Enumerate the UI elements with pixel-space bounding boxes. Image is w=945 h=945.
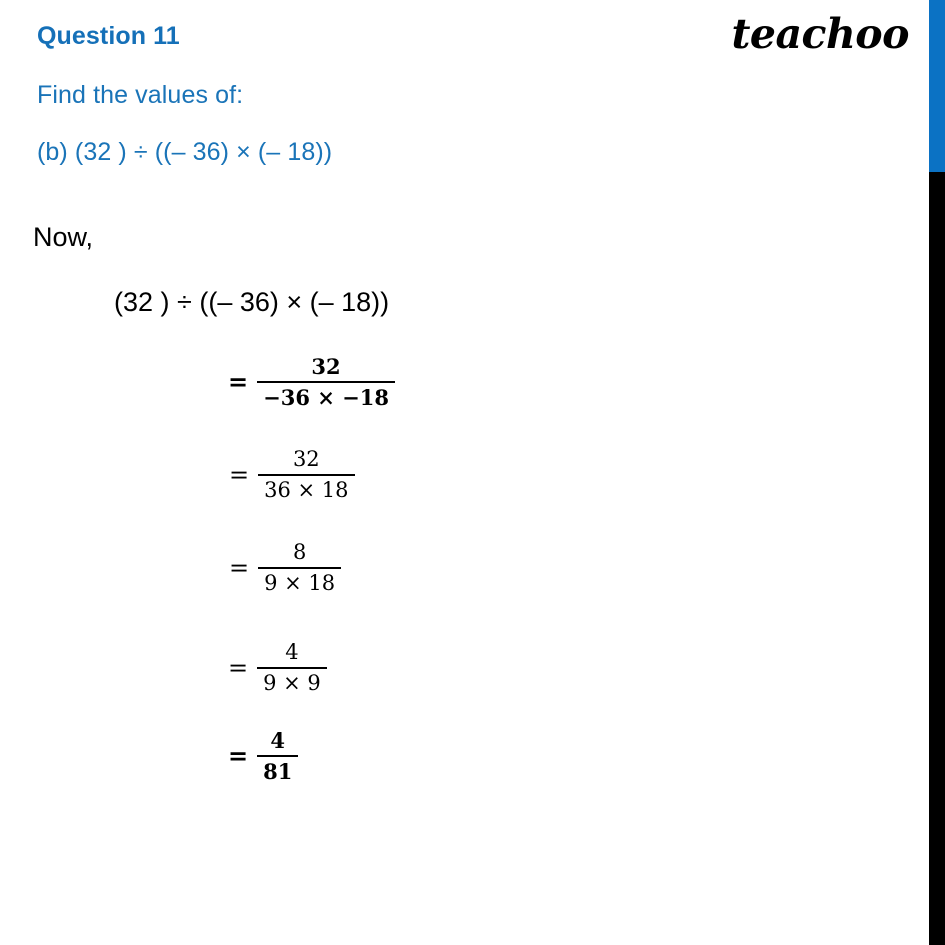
fraction [257, 641, 327, 695]
working-expression: (32 ) ÷ ((– 36) × (– 18)) [114, 287, 390, 317]
fraction-denominator: −36 × −18 [263, 384, 389, 410]
fraction-numerator: 32 [311, 354, 341, 379]
edge-accent-bar-black [929, 172, 945, 945]
fraction-denominator: 9 × 18 [264, 570, 336, 595]
fraction-denominator: 9 × 9 [263, 670, 321, 695]
fraction-numerator: 8 [292, 540, 307, 564]
edge-accent-bar-blue [929, 0, 945, 172]
question-part-b-expression: (b) (32 ) ÷ ((– 36) × (– 18)) [37, 138, 333, 166]
fraction [258, 448, 354, 502]
fraction-denominator: 81 [263, 758, 293, 784]
fraction-denominator: 36 × 18 [264, 477, 349, 502]
fraction-numerator: 4 [285, 640, 299, 664]
teachoo-logo: teachoo [731, 10, 909, 58]
fraction-numerator: 32 [292, 447, 320, 471]
fraction [257, 729, 298, 783]
equals-sign: = [229, 554, 250, 583]
equals-sign: = [228, 654, 249, 683]
solution-step [229, 541, 341, 595]
equals-sign: = [229, 461, 250, 490]
fraction-numerator: 4 [270, 728, 286, 753]
question-prompt: Find the values of: [37, 81, 244, 109]
now-label: Now, [33, 222, 94, 252]
solution-step [229, 448, 355, 502]
fraction [258, 541, 341, 595]
solution-step-final-answer [228, 729, 298, 783]
solution-step [228, 355, 395, 409]
solution-step [228, 641, 327, 695]
equals-sign: = [228, 741, 249, 771]
page-title: Question 11 [37, 22, 180, 50]
fraction [257, 355, 395, 409]
equals-sign: = [228, 367, 249, 397]
